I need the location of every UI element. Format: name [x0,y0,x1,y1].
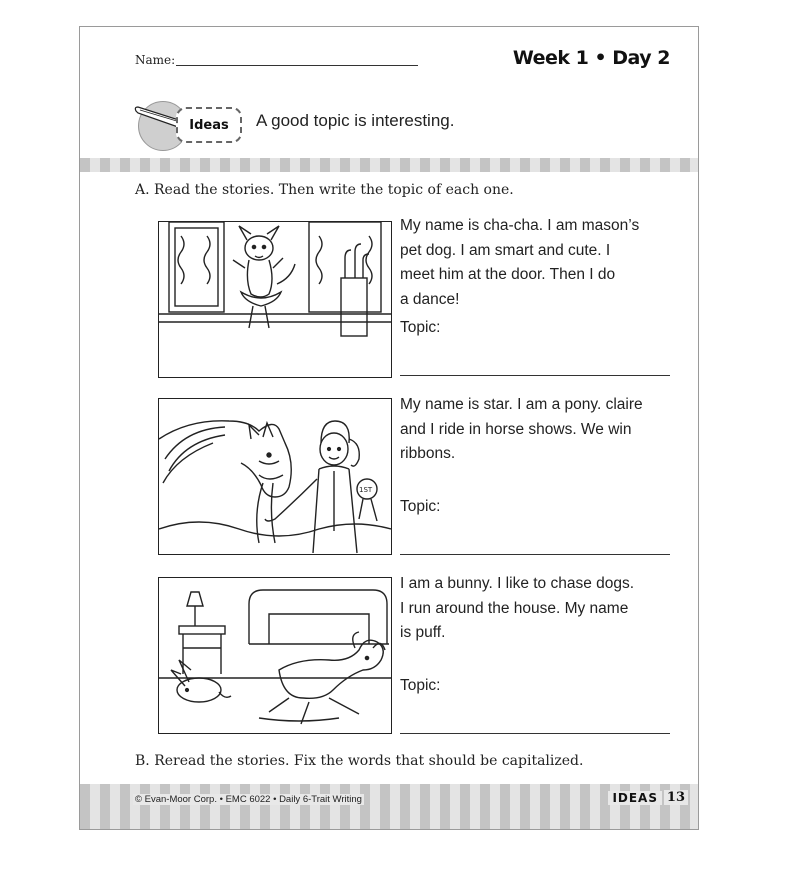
dog-dancing-illustration [158,221,392,378]
instruction-b: B. Reread the stories. Fix the words that should be capitalized. [135,753,584,769]
story-line: ribbons. [400,445,456,462]
bunny-dog-illustration [158,577,392,734]
story-line: I run around the house. My name [400,599,629,617]
bunny-dog-drawing [159,578,391,733]
ideas-badge-group [132,97,242,149]
story-line: My name is cha-cha. I am mason’s [400,217,640,234]
footer-section-label: IDEAS [608,791,662,805]
footer-stripe [80,784,698,829]
dog-dancing-drawing [159,222,391,377]
topic-label-3: Topic: [400,677,441,694]
instruction-a: A. Read the stories. Then write the topic of each one. [135,182,514,198]
ribbon-text: 1ST [359,486,373,494]
story-line: and I ride in horse shows. We win [400,420,632,438]
story-line: pet dog. I am smart and cute. I [400,241,611,259]
story-line: My name is star. I am a pony. claire [400,396,643,413]
name-label: Name: [135,53,176,67]
ideas-label: Ideas [176,107,242,143]
story-3-text [400,572,680,646]
story-line: is puff. [400,624,446,641]
topic-answer-line-3[interactable] [400,733,670,734]
story-line: a dance! [400,290,460,308]
topic-answer-line-1[interactable] [400,375,670,376]
tip-text: A good topic is interesting. [256,111,455,130]
story-1-text [400,214,680,312]
pony-girl-illustration [158,398,392,555]
story-2-text [400,393,680,467]
topic-label-1: Topic: [400,319,441,336]
topic-label-2: Topic: [400,498,441,515]
pony-girl-drawing [159,399,391,554]
week-day-title: Week 1 • Day 2 [512,47,670,69]
topic-answer-line-2[interactable] [400,554,670,555]
story-line: I am a bunny. I like to chase dogs. [400,575,635,592]
name-field[interactable] [176,65,418,66]
worksheet-page [79,26,699,830]
page-number: 13 [664,790,688,805]
footer-credit: © Evan-Moor Corp. • EMC 6022 • Daily 6-Trait Writing [135,794,362,805]
story-line: meet him at the door. Then I do [400,266,616,283]
divider-stripe [80,158,698,172]
